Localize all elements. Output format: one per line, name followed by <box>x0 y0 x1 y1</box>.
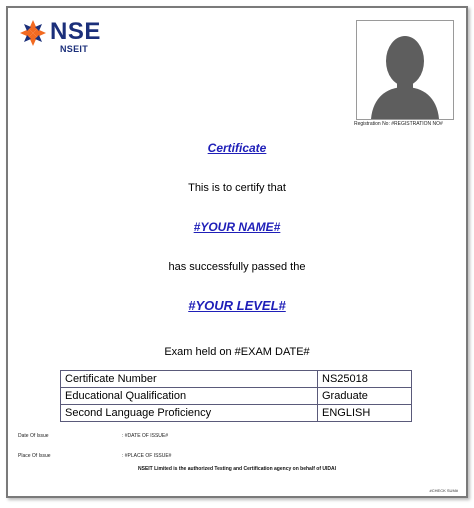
detail-value: NS25018 <box>318 371 412 388</box>
table-row <box>61 405 412 422</box>
candidate-photo <box>356 20 454 120</box>
table-row <box>61 371 412 388</box>
nse-logo-mark-icon <box>20 20 46 46</box>
detail-value: Graduate <box>318 388 412 405</box>
details-table <box>60 370 412 422</box>
authorization-footer: NSEIT Limited is the authorized Testing and Certification agency on behalf of UIDAI <box>138 466 336 472</box>
date-of-issue-label: Date Of Issue <box>18 433 49 439</box>
detail-label: Second Language Proficiency <box>61 405 318 422</box>
check-sum: #CHECK SUM# <box>429 488 458 493</box>
detail-value: ENGLISH <box>318 405 412 422</box>
logo-nseit-text: NSEIT <box>60 44 89 54</box>
registration-number: Registration No: #REGISTRATION NO# <box>354 121 443 127</box>
nse-logo <box>20 20 140 60</box>
certificate-frame <box>6 6 468 498</box>
table-row <box>61 388 412 405</box>
detail-label: Educational Qualification <box>61 388 318 405</box>
certification-level: #YOUR LEVEL# <box>188 298 286 313</box>
logo-nse-text: NSE <box>50 18 101 45</box>
place-of-issue-label: Place Of Issue <box>18 453 51 459</box>
certify-text: This is to certify that <box>188 182 286 194</box>
date-of-issue-value: : #DATE OF ISSUE# <box>122 433 169 439</box>
certificate-title: Certificate <box>207 141 267 155</box>
place-of-issue-value: : #PLACE OF ISSUE# <box>122 453 172 459</box>
detail-label: Certificate Number <box>61 371 318 388</box>
passed-text: has successfully passed the <box>168 261 306 273</box>
person-silhouette-icon <box>357 21 453 119</box>
exam-date-text: Exam held on #EXAM DATE# <box>164 346 310 358</box>
candidate-name: #YOUR NAME# <box>193 220 281 234</box>
